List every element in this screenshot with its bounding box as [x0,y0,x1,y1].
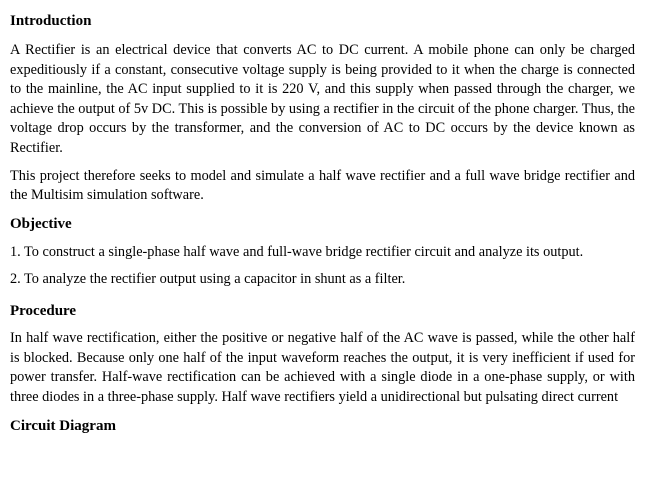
objective-heading: Objective [10,215,72,232]
introduction-paragraph: A Rectifier is an electrical device that converts AC to DC current. A mobile phone can only be charged expeditiously if a constant, consecutive voltage supply is being provided to it when the charge is connected to the mainline, the AC input supplied to it is 220 V, and this supply when passed through the charger, we achieve the output of 5v DC. This is possible by using a rectifier in the circuit of the phone charger. Thus, the voltage drop occurs by the transformer, and the conversion of AC to DC occurs by the device known as Rectifier. [10,42,635,156]
introduction-heading: Introduction [10,13,92,29]
objective-item-2: 2. To analyze the rectifier output using a capacitor in shunt as a filter. [10,271,406,288]
objective-item-1: 1. To construct a single-phase half wave and full-wave bridge rectifier circuit and analyze its output. [10,243,584,260]
procedure-paragraph: In half wave rectification, either the positive or negative half of the AC wave is passed, while the other half is blocked. Because only one half of the input waveform reaches the output, it is very inefficient if used for power transfer. Half-wave rectification can be achieved with a single diode in a one-phase supply, or with three diodes in a three-phase supply. Half wave rectifiers yield a unidirectional but pulsating direct current [10,329,635,405]
project-aim-paragraph: This project therefore seeks to model and simulate a half wave rectifier and a full wave bridge rectifier and the Multisim simulation software. [10,167,635,204]
procedure-heading: Procedure [10,302,77,319]
circuit-diagram-heading: Circuit Diagram [10,418,116,435]
